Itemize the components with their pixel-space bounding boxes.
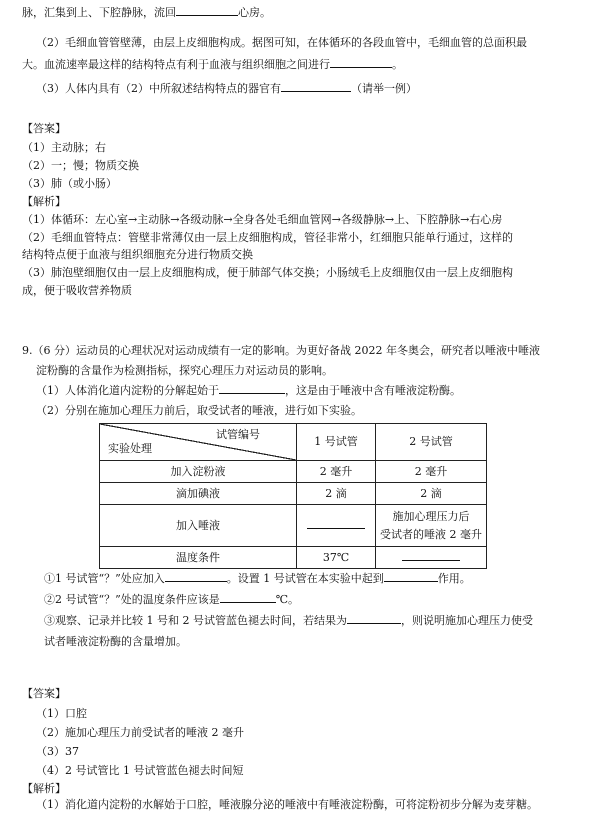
answer-blank (165, 571, 227, 582)
text-span: （请举一例） (351, 82, 417, 95)
table-cell: 2 滴 (376, 483, 487, 505)
table-cell: 2 滴 (297, 483, 376, 505)
analysis-line: 成，便于吸收营养物质 (22, 284, 132, 297)
answer-blank (176, 5, 238, 16)
table-header-row (100, 424, 487, 461)
corner-label-top: 试管编号 (216, 428, 260, 441)
text-span: ，则说明施加心理压力使受 (400, 614, 533, 627)
sub-question-1 (44, 570, 471, 587)
sub-question-2 (44, 591, 299, 608)
table-row (100, 547, 487, 569)
analysis-heading: 【解析】 (22, 195, 66, 208)
text-span: 大。血流速率最这样的结构特点有利于血液与组织细胞之间进行 (22, 58, 330, 71)
answer-heading: 【答案】 (22, 122, 66, 135)
analysis-heading: 【解析】 (22, 782, 66, 795)
diagonal-header (100, 424, 296, 460)
answer-item: （3）37 (36, 745, 79, 758)
answer-item: （3）肺（或小肠） (22, 177, 117, 190)
question-9-stem: 9.（6 分）运动员的心理状况对运动成绩有一定的影响。为更好备战 2022 年冬奥会，研究者以唾液中唾液 (22, 344, 540, 357)
table-cell (376, 547, 487, 569)
table-cell: 加入唾液 (100, 505, 297, 547)
answer-item: （2）一；慢；物质交换 (22, 159, 139, 172)
analysis-line: （3）肺泡壁细胞仅由一层上皮细胞构成，便于肺部气体交换；小肠绒毛上皮细胞仅由一层上皮细胞构 (22, 266, 513, 279)
experiment-table (99, 423, 487, 569)
answer-blank (219, 383, 285, 394)
table-row (100, 483, 487, 505)
text-span: （3）人体内具有（2）中所叙述结构特点的器官有 (36, 82, 281, 95)
answer-blank (402, 552, 460, 561)
text-line: （2）分别在施加心理压力前后，取受试者的唾液，进行如下实验。 (36, 404, 362, 417)
table-cell (297, 505, 376, 547)
table-header-cell: 2 号试管 (376, 424, 487, 461)
text-line: 淀粉酶的含量作为检测指标，探究心理压力对运动员的影响。 (36, 364, 333, 377)
table-corner-cell (100, 424, 297, 461)
table-cell: 37℃ (297, 547, 376, 569)
text-span: 心房。 (238, 6, 271, 19)
analysis-line: 结构特点便于血液与组织细胞充分进行物质交换 (22, 248, 253, 261)
sub-question-3 (44, 612, 533, 629)
table-cell: 滴加碘液 (100, 483, 297, 505)
text-span: 。 (392, 58, 403, 71)
cell-text-line: 受试者的唾液 2 毫升 (380, 527, 482, 541)
text-span: 脉，汇集到上、下腔静脉，流回 (22, 6, 176, 19)
answer-blank (330, 57, 392, 68)
text-line: （2）毛细血管管壁薄，由层上皮细胞构成。据图可知，在体循环的各段血管中，毛细血管的总面积最 (36, 36, 527, 49)
text-span: 作用。 (437, 572, 471, 585)
corner-label-bottom: 实验处理 (108, 441, 152, 455)
text-line (36, 382, 461, 399)
text-span: （1）人体消化道内淀粉的分解起始于 (36, 384, 219, 397)
analysis-line: （1）体循环：左心室→主动脉→各级动脉→全身各处毛细血管网→各级静脉→上、下腔静脉→右心房 (22, 213, 503, 226)
answer-blank (347, 613, 401, 624)
answer-blank (220, 592, 276, 603)
text-line: 试者唾液淀粉酶的含量增加。 (44, 635, 187, 648)
answer-item: （2）施加心理压力前受试者的唾液 2 毫升 (36, 726, 244, 739)
table-cell: 2 毫升 (297, 461, 376, 483)
cell-text-line: 施加心理压力后 (392, 510, 470, 524)
text-span: ②2 号试管“？”处的温度条件应该是 (44, 593, 220, 606)
text-span: ③观察、记录并比较 1 号和 2 号试管蓝色褪去时间，若结果为 (44, 614, 347, 627)
analysis-line: （2）毛细血管特点：管壁非常薄仅由一层上皮细胞构成，管径非常小，红细胞只能单行通过，这样的 (22, 231, 513, 244)
answer-item: （4）2 号试管比 1 号试管蓝色褪去时间短 (36, 764, 244, 777)
answer-blank (281, 81, 351, 92)
answer-item: （1）主动脉；右 (22, 141, 106, 154)
answer-heading: 【答案】 (22, 687, 66, 700)
table-header-cell: 1 号试管 (297, 424, 376, 461)
text-span: ℃。 (275, 593, 300, 606)
table-cell: 2 毫升 (376, 461, 487, 483)
table-row (100, 461, 487, 483)
answer-item: （1）口腔 (36, 707, 87, 720)
table-cell: 加入淀粉液 (100, 461, 297, 483)
text-span: 。设置 1 号试管在本实验中起到 (226, 572, 384, 585)
text-line (22, 4, 271, 21)
analysis-line: （1）消化道内淀粉的水解始于口腔，唾液腺分泌的唾液中有唾液淀粉酶，可将淀粉初步分解为麦芽糖。 (36, 798, 538, 811)
answer-blank (307, 520, 365, 529)
table-cell: 温度条件 (100, 547, 297, 569)
table-row (100, 505, 487, 547)
text-line (22, 56, 403, 73)
table-cell (376, 505, 487, 547)
text-span: ①1 号试管“？”处应加入 (44, 572, 165, 585)
answer-blank (384, 571, 438, 582)
text-line (36, 80, 417, 97)
text-span: ，这是由于唾液中含有唾液淀粉酶。 (285, 384, 461, 397)
